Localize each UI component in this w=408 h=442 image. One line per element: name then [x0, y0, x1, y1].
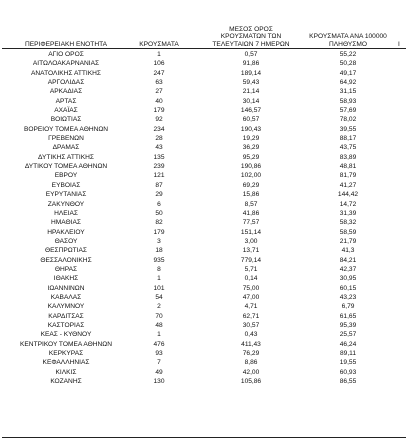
table-row	[0, 134, 408, 143]
cases-cell: 82	[155, 219, 163, 227]
cases-per-100k-cell: 89,11	[339, 350, 356, 357]
cases-cell: 1	[157, 51, 161, 58]
cases-cell: 935	[153, 256, 165, 264]
table-row	[0, 246, 408, 255]
seven-day-average-cell: 190,43	[240, 125, 262, 133]
seven-day-average-cell: 30,14	[242, 97, 260, 105]
seven-day-average-cell: 3,00	[244, 237, 258, 245]
seven-day-average-cell: 77,57	[242, 219, 260, 227]
region-cell: ΑΝΑΤΟΛΙΚΗΣ ΑΤΤΙΚΗΣ	[31, 69, 101, 77]
region-cell: ΑΡΓΟΛΙΔΑΣ	[47, 79, 85, 87]
cases-cell: 1	[157, 331, 161, 339]
seven-day-average-cell: 47,00	[242, 293, 260, 301]
cases-cell: 87	[155, 181, 163, 189]
cases-per-100k-cell: 49,17	[339, 69, 357, 77]
seven-day-average-cell: 190,86	[240, 163, 262, 171]
region-cell: ΒΟΙΩΤΙΑΣ	[50, 116, 82, 124]
table-row	[0, 190, 408, 199]
table-body	[0, 50, 408, 386]
seven-day-average-cell: 60,57	[242, 116, 260, 124]
region-cell: ΚΑΒΑΛΑΣ	[50, 293, 82, 301]
cases-cell: 106	[153, 60, 165, 68]
region-cell: ΕΒΡΟΥ	[54, 172, 78, 180]
region-cell: ΚΕΡΚΥΡΑΣ	[48, 350, 84, 357]
region-cell: ΑΓΙΟ ΟΡΟΣ	[48, 51, 84, 58]
seven-day-average-cell: 19,29	[242, 135, 260, 143]
cases-cell: 93	[155, 350, 163, 357]
cases-cell: 29	[155, 191, 163, 199]
region-cell: ΚΕΑΣ - ΚΥΘΝΟΥ	[40, 331, 92, 339]
region-cell: ΘΗΡΑΣ	[54, 265, 78, 273]
cases-per-100k-cell: 78,02	[339, 116, 357, 124]
seven-day-average-cell: 189,14	[240, 69, 262, 77]
cases-cell: 6	[157, 200, 161, 208]
seven-day-average-cell: 91,86	[242, 60, 260, 68]
seven-day-average-cell: 75,00	[242, 284, 260, 292]
cases-cell: 130	[153, 378, 165, 386]
table-row	[0, 59, 408, 68]
header-divider	[2, 48, 406, 49]
seven-day-average-cell: 36,29	[242, 144, 260, 152]
cases-per-100k-cell: 31,15	[339, 88, 357, 96]
cases-cell: 50	[155, 209, 163, 217]
cases-cell: 247	[153, 69, 165, 77]
seven-day-average-cell: 151,14	[240, 228, 262, 236]
region-cell: ΔΥΤΙΚΗΣ ΑΤΤΙΚΗΣ	[38, 153, 94, 161]
table-row	[0, 368, 408, 377]
region-cell: ΑΡΤΑΣ	[55, 97, 77, 105]
cases-per-100k-cell: 84,21	[339, 256, 357, 264]
seven-day-average-cell: 30,57	[242, 321, 260, 329]
region-cell: ΘΑΣΟΥ	[54, 237, 78, 245]
seven-day-average-cell: 8,86	[244, 359, 258, 367]
table-row	[0, 171, 408, 180]
region-cell: ΘΕΣΣΑΛΟΝΙΚΗΣ	[40, 256, 92, 264]
region-cell: ΔΥΤΙΚΟΥ ΤΟΜΕΑ ΑΘΗΝΩΝ	[24, 163, 108, 171]
region-cell: ΙΘΑΚΗΣ	[53, 275, 79, 283]
cases-per-100k-cell: 25,57	[339, 331, 357, 339]
cases-per-100k-cell: 58,93	[339, 97, 357, 105]
table-row	[0, 358, 408, 367]
seven-day-average-cell: 0,14	[244, 275, 258, 283]
cases-cell: 92	[155, 116, 163, 124]
table-row	[0, 302, 408, 311]
cases-per-100k-cell: 30,95	[339, 275, 357, 283]
cases-per-100k-cell: 6,79	[341, 303, 355, 311]
cases-cell: 179	[153, 107, 165, 115]
seven-day-average-cell: 0,57	[244, 51, 258, 58]
table-row	[0, 153, 408, 162]
region-cell: ΕΥΡΥΤΑΝΙΑΣ	[45, 191, 87, 199]
cases-cell: 49	[155, 368, 163, 376]
region-cell: ΒΟΡΕΙΟΥ ΤΟΜΕΑ ΑΘΗΝΩΝ	[23, 125, 109, 133]
cases-per-100k-cell: 41,27	[339, 181, 357, 189]
table-row	[0, 181, 408, 190]
table-row	[0, 321, 408, 330]
table-row	[0, 256, 408, 265]
cases-per-100k-cell: 39,55	[339, 125, 357, 133]
cases-cell: 1	[157, 275, 161, 283]
seven-day-average-cell: 5,71	[244, 265, 258, 273]
header-region: ΠΕΡΙΦΕΡΕΙΑΚΗ ΕΝΟΤΗΤΑ	[24, 40, 108, 48]
cases-per-100k-cell: 61,65	[339, 312, 357, 320]
region-cell: ΚΑΣΤΟΡΙΑΣ	[47, 321, 85, 329]
cases-cell: 476	[153, 340, 165, 348]
region-cell: ΑΡΚΑΔΙΑΣ	[49, 88, 83, 96]
seven-day-average-cell: 146,57	[240, 107, 262, 115]
cases-per-100k-cell: 58,32	[339, 219, 357, 227]
region-cell: ΘΕΣΠΡΩΤΙΑΣ	[44, 247, 88, 255]
region-cell: ΑΙΤΩΛΟΑΚΑΡΝΑΝΙΑΣ	[32, 60, 100, 68]
cases-cell: 7	[157, 359, 161, 367]
cases-cell: 28	[155, 135, 163, 143]
table-header	[0, 14, 408, 48]
cases-per-100k-cell: 42,37	[339, 265, 357, 273]
table-row	[0, 218, 408, 227]
cases-per-100k-cell: 14,72	[339, 200, 357, 208]
table-row	[0, 349, 408, 358]
table-row	[0, 377, 408, 386]
table-row	[0, 228, 408, 237]
region-cell: ΕΥΒΟΙΑΣ	[51, 181, 81, 189]
header-truncated-column: Ι	[398, 40, 400, 48]
header-cases-per-100k: ΚΡΟΥΣΜΑΤΑ ΑΝΑ 100000 ΠΛΗΘΥΣΜΟ	[309, 33, 387, 48]
table-row	[0, 125, 408, 134]
region-cell: ΚΕΦΑΛΛΗΝΙΑΣ	[42, 359, 90, 367]
table-row	[0, 200, 408, 209]
cases-per-100k-cell: 43,23	[339, 293, 357, 301]
seven-day-average-cell: 4,71	[244, 303, 258, 311]
bottom-divider	[2, 437, 406, 438]
table-row	[0, 209, 408, 218]
cases-per-100k-cell: 86,55	[339, 378, 357, 386]
header-seven-day-average: ΜΕΣΟΣ ΟΡΟΣ ΚΡΟΥΣΜΑΤΩΝ ΤΩΝ ΤΕΛΕΥΤΑΙΩΝ 7 ΗΜΕΡΩΝ	[212, 25, 290, 48]
seven-day-average-cell: 15,86	[242, 191, 260, 199]
table-row	[0, 50, 408, 59]
table-row	[0, 284, 408, 293]
region-cell: ΖΑΚΥΝΘΟΥ	[47, 200, 85, 208]
table-row	[0, 78, 408, 87]
cases-cell: 63	[155, 79, 163, 87]
cases-per-100k-cell: 88,17	[339, 135, 357, 143]
cases-cell: 18	[155, 247, 163, 255]
cases-per-100k-cell: 83,89	[339, 153, 357, 161]
table-row	[0, 143, 408, 152]
cases-cell: 40	[155, 97, 163, 105]
cases-cell: 135	[153, 153, 165, 161]
cases-per-100k-cell: 57,69	[339, 107, 357, 115]
seven-day-average-cell: 21,14	[242, 88, 260, 96]
cases-cell: 43	[155, 144, 163, 152]
cases-cell: 3	[157, 237, 161, 245]
seven-day-average-cell: 102,00	[240, 172, 262, 180]
seven-day-average-cell: 779,14	[240, 256, 262, 264]
cases-cell: 121	[153, 172, 165, 180]
seven-day-average-cell: 41,86	[242, 209, 260, 217]
cases-cell: 27	[155, 88, 163, 96]
cases-cell: 234	[153, 125, 165, 133]
cases-per-100k-cell: 81,79	[339, 172, 357, 180]
cases-cell: 8	[157, 265, 161, 273]
seven-day-average-cell: 59,43	[242, 79, 260, 87]
region-cell: ΚΕΝΤΡΙΚΟΥ ΤΟΜΕΑ ΑΘΗΝΩΝ	[20, 340, 112, 348]
cases-per-100k-cell: 95,39	[339, 321, 357, 329]
cases-per-100k-cell: 48,81	[339, 163, 357, 171]
region-cell: ΑΧΑΪΑΣ	[54, 107, 78, 115]
cases-per-100k-cell: 41,3	[341, 247, 355, 255]
cases-per-100k-cell: 64,92	[339, 79, 357, 87]
region-cell: ΚΟΖΑΝΗΣ	[50, 378, 82, 386]
cases-per-100k-cell: 50,28	[339, 60, 357, 68]
cases-cell: 54	[155, 293, 163, 301]
seven-day-average-cell: 62,71	[242, 312, 260, 320]
table-row	[0, 330, 408, 339]
cases-per-100k-cell: 60,15	[339, 284, 357, 292]
cases-per-100k-cell: 58,59	[339, 228, 357, 236]
region-cell: ΙΩΑΝΝΙΝΩΝ	[47, 284, 85, 292]
table-row	[0, 293, 408, 302]
seven-day-average-cell: 69,29	[242, 181, 260, 189]
seven-day-average-cell: 8,57	[244, 200, 258, 208]
seven-day-average-cell: 105,86	[240, 378, 262, 386]
table-row	[0, 274, 408, 283]
cases-per-100k-cell: 19,55	[339, 359, 357, 367]
seven-day-average-cell: 76,29	[242, 350, 260, 357]
seven-day-average-cell: 95,29	[242, 153, 260, 161]
table-row	[0, 340, 408, 349]
cases-per-100k-cell: 46,24	[339, 340, 357, 348]
cases-cell: 101	[153, 284, 165, 292]
region-cell: ΗΡΑΚΛΕΙΟΥ	[47, 228, 85, 236]
table-row	[0, 69, 408, 78]
cases-per-100k-cell: 21,79	[339, 237, 357, 245]
header-cases: ΚΡΟΥΣΜΑΤΑ	[139, 40, 179, 48]
cases-cell: 179	[153, 228, 165, 236]
cases-per-100k-cell: 31,39	[339, 209, 357, 217]
table-row	[0, 97, 408, 106]
seven-day-average-cell: 42,00	[242, 368, 260, 376]
table-row	[0, 162, 408, 171]
region-cell: ΗΜΑΘΙΑΣ	[51, 219, 81, 227]
region-cell: ΚΑΛΥΜΝΟΥ	[47, 303, 85, 311]
table-row	[0, 265, 408, 274]
cases-cell: 239	[153, 163, 165, 171]
table-row	[0, 312, 408, 321]
cases-per-100k-cell: 55,22	[339, 51, 357, 58]
table-row	[0, 87, 408, 96]
region-cell: ΗΛΕΙΑΣ	[54, 209, 78, 217]
table-row	[0, 115, 408, 124]
region-cell: ΓΡΕΒΕΝΩΝ	[48, 135, 84, 143]
seven-day-average-cell: 411,43	[241, 340, 261, 348]
cases-per-100k-cell: 144,42	[337, 191, 359, 199]
cases-cell: 70	[155, 312, 163, 320]
seven-day-average-cell: 0,43	[244, 331, 258, 339]
cases-cell: 48	[155, 321, 163, 329]
table-row	[0, 106, 408, 115]
seven-day-average-cell: 13,71	[242, 247, 260, 255]
table-row	[0, 237, 408, 246]
cases-cell: 2	[157, 303, 161, 311]
region-cell: ΔΡΑΜΑΣ	[52, 144, 80, 152]
cases-per-100k-cell: 60,93	[339, 368, 357, 376]
region-cell: ΚΙΛΚΙΣ	[55, 368, 77, 376]
region-cell: ΚΑΡΔΙΤΣΑΣ	[48, 312, 84, 320]
cases-per-100k-cell: 43,75	[339, 144, 357, 152]
